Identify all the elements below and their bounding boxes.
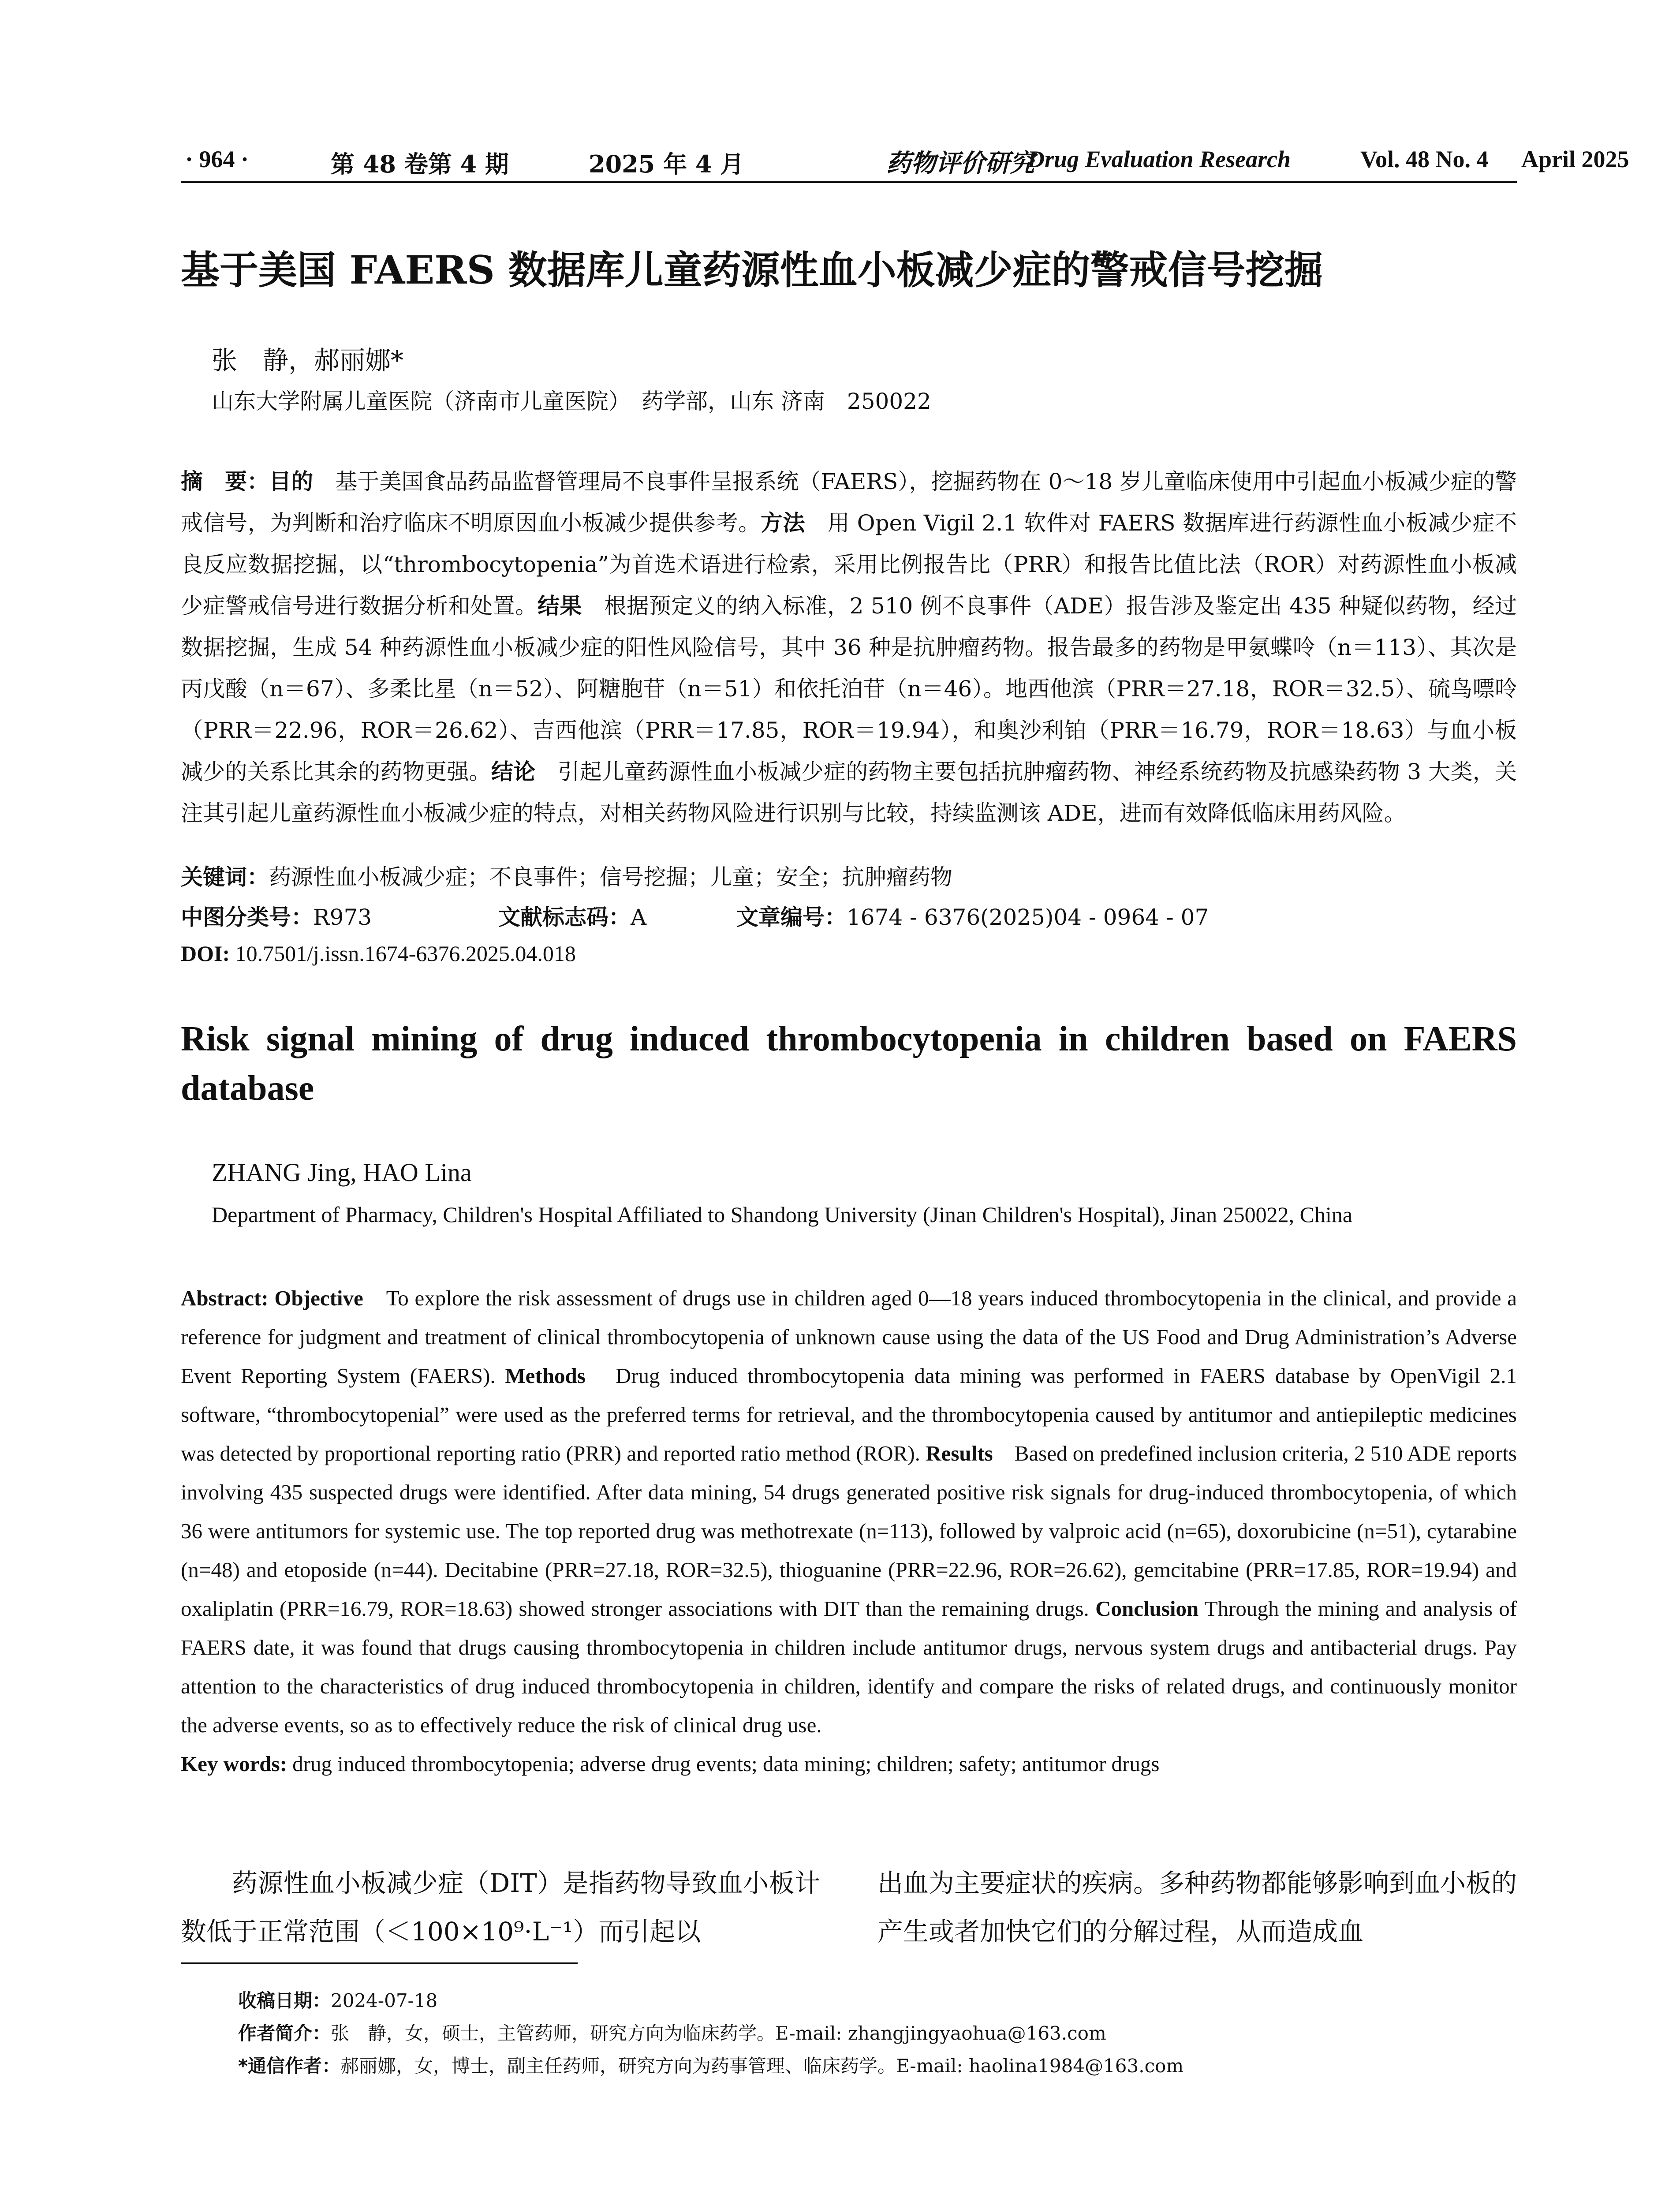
date-cn: 2025 年 4 月: [589, 150, 744, 178]
corresponding-author: 郝丽娜，女，博士，副主任药师，研究方向为药事管理、临床药学。E-mail: haolina1984@163.com: [340, 2055, 1184, 2077]
conclusion-cn: 引起儿童药源性血小板减少症的药物主要包括抗肿瘤药物、神经系统药物及抗感染药物 3 大类，关注其引起儿童药源性血小板减少症的特点，对相关药物风险进行识别与比较，持续监测该 ADE，进而有效降低临床用药风险。: [181, 759, 1517, 826]
title-cn: 基于美国 FAERS 数据库儿童药源性血小板减少症的警戒信号挖掘: [181, 247, 1323, 293]
abstract-en-label: Abstract:: [181, 1286, 275, 1310]
footnotes: [238, 1984, 1183, 2082]
running-header: [181, 132, 1629, 183]
journal-name-cn: 药物评价研究: [886, 149, 1034, 178]
received-label: 收稿日期：: [238, 1990, 331, 2011]
keywords-cn: [181, 856, 1517, 898]
doi-label: DOI:: [181, 941, 235, 966]
keywords-en-text: drug induced thrombocytopenia; adverse drug events; data mining; children; safety; antitumor drugs: [292, 1752, 1160, 1776]
affiliation-cn: 山东大学附属儿童医院（济南市儿童医院） 药学部，山东 济南 250022: [212, 389, 931, 414]
author-bio-label: 作者简介：: [238, 2022, 331, 2044]
title-en: Risk signal mining of drug induced thrombocytopenia in children based on FAERS database: [181, 1020, 1517, 1108]
author-bio: 张 静，女，硕士，主管药师，研究方向为临床药学。E-mail: zhangjingyaohua@163.com: [331, 2022, 1106, 2044]
body-column-left: 药源性血小板减少症（DIT）是指药物导致血小板计数低于正常范围（＜100×10⁹·L⁻¹）而引起以: [181, 1868, 820, 1947]
results-cn: 根据预定义的纳入标准，2 510 例不良事件（ADE）报告涉及鉴定出 435 种疑似药物，经过数据挖掘，生成 54 种药源性血小板减少症的阳性风险信号，其中 36 种是抗肿瘤药物。报告最多的药物是甲氨蝶呤（n＝113）、其次是丙戊酸（n＝67）、多柔比星（n＝52）、阿糖胞苷（n＝51）和依托泊苷（n＝46）。地西他滨（PRR＝27.18，ROR＝32.5）、硫鸟嘌呤（PRR＝22.96，ROR＝26.62）、吉西他滨（PRR＝17.85，ROR＝19.94），和奥沙利铂（PRR＝16.79，ROR＝18.63）与血小板减少的关系比其余的药物更强。: [181, 593, 1517, 785]
methods-en-label: Methods: [505, 1364, 586, 1388]
doi-value[interactable]: 10.7501/j.issn.1674-6376.2025.04.018: [235, 941, 576, 966]
body-column-right: 出血为主要症状的疾病。多种药物都能够影响到血小板的产生或者加快它们的分解过程，从而造成血: [877, 1868, 1517, 1947]
objective-en: To explore the risk assessment of drugs use in children aged 0—18 years induced thrombocytopenia in the clinical, and provide a reference for judgment and treatment of clinical thrombocytopenia of unknown cause using the data of the US Food and Drug Administration’s Adverse Event Reporting System (FAERS).: [181, 1286, 1517, 1388]
methods-cn-label: 方法: [760, 510, 806, 536]
conclusion-en-label: Conclusion: [1095, 1596, 1199, 1621]
volume-en: Vol. 48 No. 4: [1360, 146, 1489, 172]
footnote-corresponding: [238, 2050, 1183, 2082]
affiliation-en: Department of Pharmacy, Children's Hospital Affiliated to Shandong University (Jinan Children's Hospital), Jinan 250022, China: [212, 1202, 1353, 1227]
page-number: · 964 ·: [185, 146, 249, 172]
volume-cn: 第 48 卷第 4 期: [331, 150, 509, 178]
doc-code-value: A: [631, 904, 647, 930]
abstract-cn: [181, 461, 1517, 834]
footnote-divider: [181, 1962, 578, 1964]
keywords-cn-text: 药源性血小板减少症；不良事件；信号挖掘；儿童；安全；抗肿瘤药物: [269, 864, 952, 890]
clc-value: R973: [313, 904, 372, 930]
article-no-label: 文章编号：: [736, 904, 847, 930]
authors-cn: 张 静，郝丽娜*: [212, 345, 404, 375]
objective-en-label: Objective: [274, 1286, 363, 1310]
objective-cn: 基于美国食品药品监督管理局不良事件呈报系统（FAERS），挖掘药物在 0～18 岁儿童临床使用中引起血小板减少症的警戒信号，为判断和治疗临床不明原因血小板减少提供参考。: [181, 469, 1517, 536]
abstract-en: [181, 1279, 1517, 1783]
keywords-cn-label: 关键词：: [181, 864, 269, 890]
footnote-received: [238, 1984, 1183, 2017]
methods-en: Drug induced thrombocytopenia data mining was performed in FAERS database by OpenVigil 2.1 software, “thrombocytopenial” were used as the preferred terms for retrieval, and the thrombocytopenia caused by antitumor and antiepileptic medicines was detected by proportional reporting ratio (PRR) and reported ratio method (ROR).: [181, 1364, 1517, 1465]
journal-name-en: Drug Evaluation Research: [1027, 146, 1291, 172]
doi: [181, 941, 576, 966]
objective-cn-label: 目的: [269, 469, 314, 494]
keywords-en-label: Key words:: [181, 1752, 293, 1776]
footnote-author: [238, 2017, 1183, 2050]
authors-en: ZHANG Jing, HAO Lina: [212, 1158, 472, 1187]
methods-cn: 用 Open Vigil 2.1 软件对 FAERS 数据库进行药源性血小板减少症不良反应数据挖掘，以“thrombocytopenia”为首选术语进行检索，采用比例报告比（PRR）和报告比值比法（ROR）对药源性血小板减少症警戒信号进行数据分析和处置。: [181, 510, 1517, 619]
classification-row: [181, 900, 1209, 931]
results-en: Based on predefined inclusion criteria, 2 510 ADE reports involving 435 suspected drugs were identified. After data mining, 54 drugs generated positive risk signals for drug-induced thrombocytopenia, of which 36 were antitumors for systemic use. The top reported drug was methotrexate (n=113), followed by valproic acid (n=65), doxorubicine (n=51), cytarabine (n=48) and etoposide (n=44). Decitabine (PRR=27.18, ROR=32.5), thioguanine (PRR=22.96, ROR=26.62), gemcitabine (PRR=17.85, ROR=19.94) and oxaliplatin (PRR=16.79, ROR=18.63) showed stronger associations with DIT than the remaining drugs.: [181, 1441, 1517, 1621]
results-cn-label: 结果: [537, 593, 582, 619]
date-en: April 2025: [1521, 146, 1629, 172]
received-date: 2024-07-18: [331, 1990, 438, 2011]
clc-label: 中图分类号：: [181, 904, 313, 930]
corresponding-label: *通信作者：: [238, 2055, 340, 2077]
article-no-value: 1674 - 6376(2025)04 - 0964 - 07: [847, 904, 1209, 930]
abstract-cn-label: 摘 要：: [181, 469, 269, 494]
doc-code-label: 文献标志码：: [498, 904, 631, 930]
conclusion-en: Through the mining and analysis of FAERS date, it was found that drugs causing thrombocytopenia in children include antitumor drugs, nervous system drugs and antibacterial drugs. Pay attention to the characteristics of drug induced thrombocytopenia in children, identify and compare the risks of related drugs, and continuously monitor the adverse events, so as to effectively reduce the risk of clinical drug use.: [181, 1596, 1517, 1737]
conclusion-cn-label: 结论: [491, 759, 536, 785]
results-en-label: Results: [926, 1441, 993, 1465]
